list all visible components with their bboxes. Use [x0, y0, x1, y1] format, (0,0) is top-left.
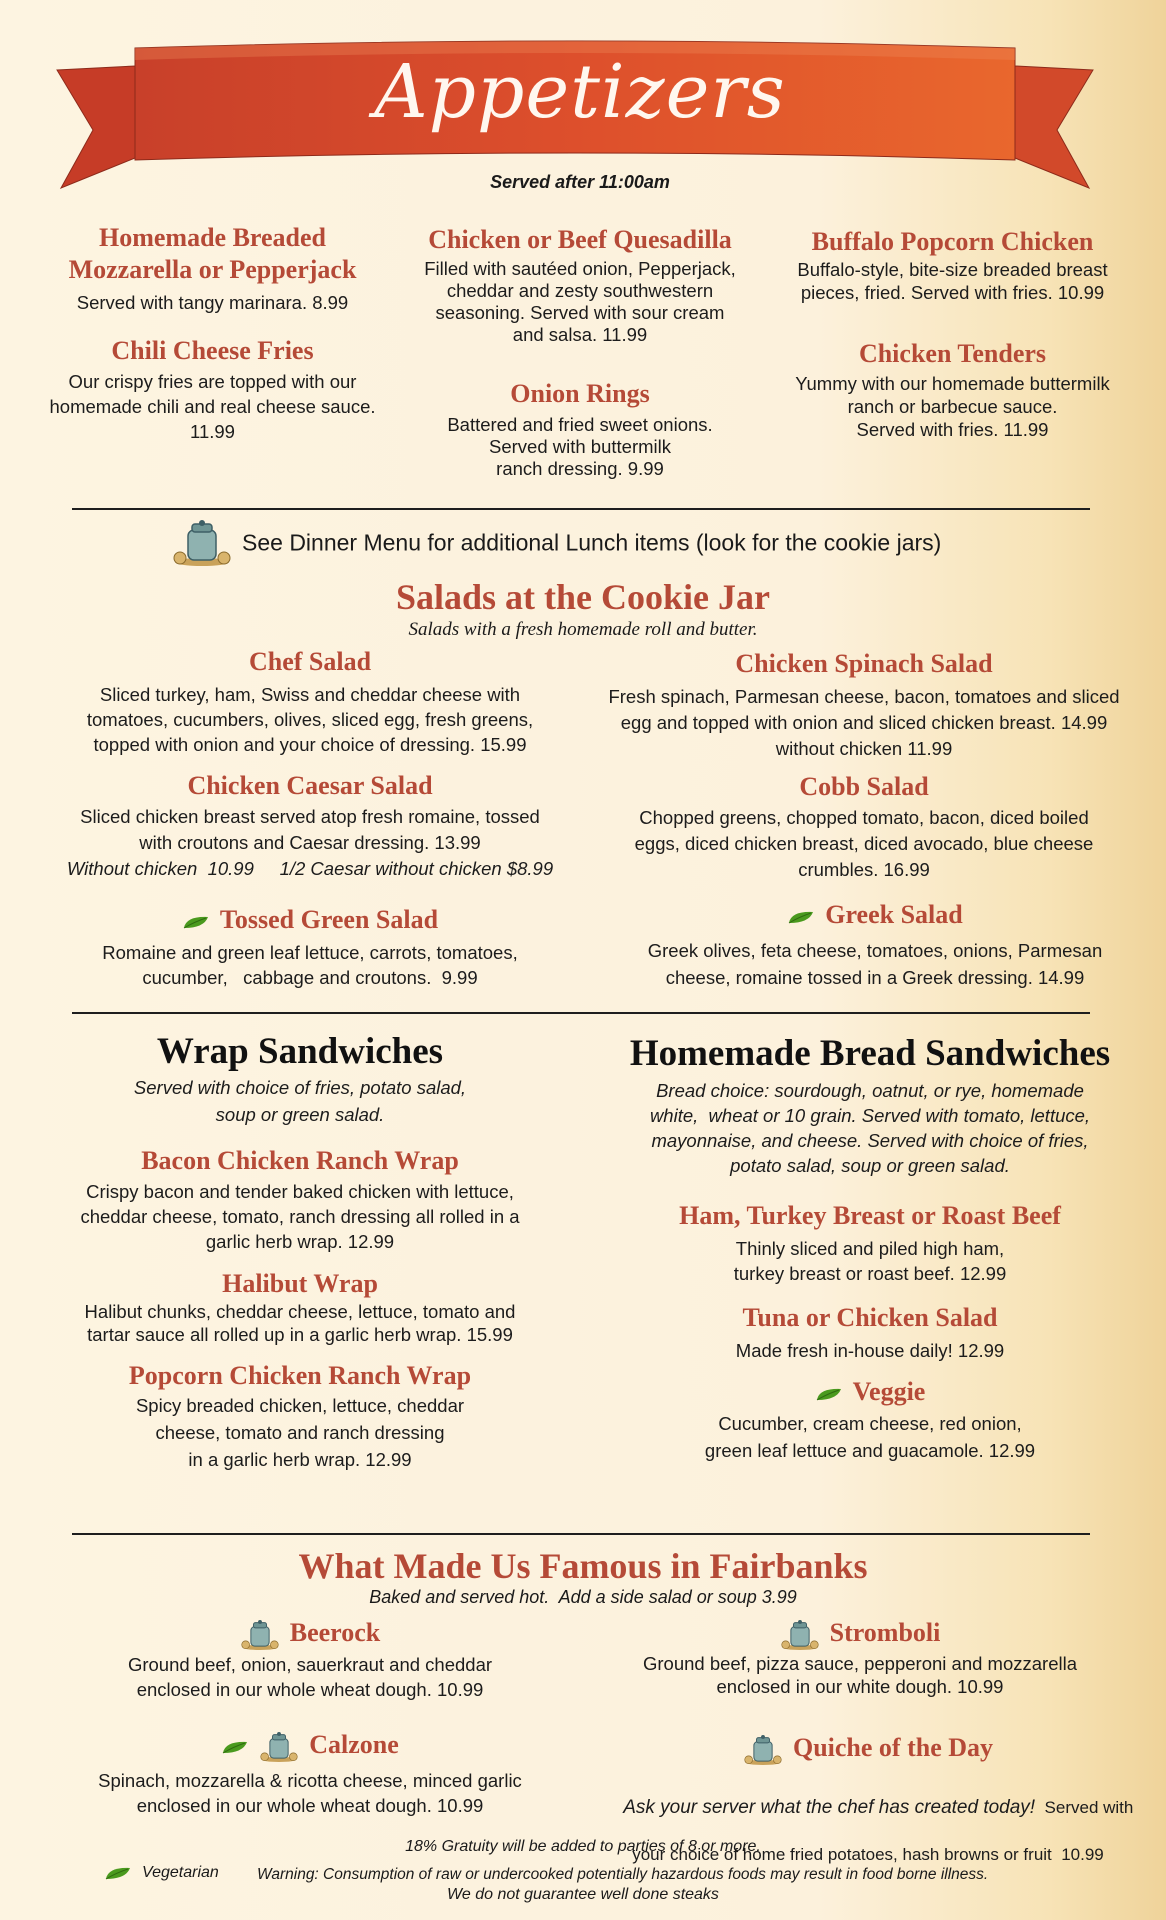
item-title: Mozzarella or Pepperjack	[68, 255, 357, 284]
item-desc: homemade chili and real cheese sauce.	[49, 396, 376, 417]
item-title: Onion Rings	[510, 379, 650, 408]
bread-subtitle: potato salad, soup or green salad.	[730, 1155, 1010, 1176]
item-title: Quiche of the Day	[792, 1733, 994, 1762]
item-title: Beerock	[289, 1618, 381, 1647]
salad-chicken-caesar	[40, 770, 580, 882]
dinner-note	[172, 520, 1052, 568]
bread-subtitle: white, wheat or 10 grain. Served with tomato, lettuce,	[649, 1105, 1091, 1126]
item-title: Tuna or Chicken Salad	[742, 1303, 998, 1332]
item-desc: Romaine and green leaf lettuce, carrots, tomatoes,	[102, 942, 518, 963]
wrap-halibut	[50, 1268, 550, 1346]
divider	[72, 1533, 1090, 1535]
item-desc: your choice of home fried potatoes, hash browns or fruit 10.99	[632, 1845, 1104, 1865]
item-title-row	[600, 1617, 1120, 1650]
vegetarian-leaf-icon	[104, 1865, 132, 1881]
bread-subtitle: Bread choice: sourdough, oatnut, or rye, homemade	[656, 1080, 1084, 1101]
wraps-title: Wrap Sandwiches	[156, 1031, 444, 1072]
famous-calzone	[50, 1729, 570, 1818]
item-title: Ham, Turkey Breast or Roast Beef	[679, 1201, 1061, 1230]
wrap-bacon-chicken	[50, 1145, 550, 1254]
salad-tossed-green	[40, 904, 580, 990]
bread-section	[600, 1032, 1140, 1178]
item-title: Chicken Caesar Salad	[187, 771, 433, 800]
item-desc	[592, 1771, 1144, 1844]
appetizer-buffalo-popcorn	[770, 226, 1135, 304]
banner-title: Appetizers	[374, 49, 786, 135]
item-desc: Filled with sautéed onion, Pepperjack,	[424, 258, 736, 279]
item-desc: Buffalo-style, bite-size breaded breast	[797, 259, 1108, 280]
item-desc: Served with buttermilk	[489, 436, 671, 457]
wraps-subtitle: soup or green salad.	[215, 1104, 385, 1125]
item-desc: Spinach, mozzarella & ricotta cheese, minced garlic	[98, 1770, 522, 1792]
wraps-subtitle: Served with choice of fries, potato salad,	[133, 1077, 467, 1098]
item-desc: in a garlic herb wrap. 12.99	[188, 1449, 412, 1470]
item-title: Tossed Green Salad	[219, 905, 439, 934]
item-desc: cheese, tomato and ranch dressing	[155, 1422, 445, 1443]
vegetarian-label: Vegetarian	[142, 1864, 219, 1881]
bread-title: Homemade Bread Sandwiches	[629, 1033, 1111, 1074]
item-desc: tomatoes, cucumbers, olives, sliced egg, fresh greens,	[86, 709, 534, 730]
item-title: Halibut Wrap	[222, 1269, 378, 1298]
item-title: Chili Cheese Fries	[111, 336, 314, 365]
salads-subtitle: Salads with a fresh homemade roll and butter.	[408, 619, 758, 640]
served-time: Served after 11:00am	[490, 172, 670, 192]
item-title: Homemade Breaded	[99, 223, 326, 252]
item-desc: pieces, fried. Served with fries. 10.99	[800, 282, 1105, 303]
item-desc-italic: Ask your server what the chef has created today!	[623, 1797, 1036, 1819]
bread-veggie	[600, 1376, 1140, 1464]
item-desc: Greek olives, feta cheese, tomatoes, onions, Parmesan	[647, 940, 1103, 961]
item-title: Calzone	[309, 1730, 399, 1759]
item-desc: without chicken 11.99	[775, 738, 953, 759]
famous-title: What Made Us Famous in Fairbanks	[298, 1546, 868, 1586]
item-desc: Ground beef, onion, sauerkraut and cheddar	[127, 1654, 493, 1676]
item-title: Veggie	[852, 1377, 926, 1406]
item-title-row	[40, 904, 580, 936]
divider	[72, 508, 1090, 510]
cookie-jar-icon	[259, 1732, 299, 1762]
item-desc: Chopped greens, chopped tomato, bacon, diced boiled	[639, 807, 1089, 828]
famous-beerock	[50, 1617, 570, 1702]
item-note: Without chicken 10.99 1/2 Caesar without chicken $8.99	[66, 858, 554, 879]
vegetarian-legend	[104, 1864, 219, 1886]
item-desc: ranch or barbecue sauce.	[847, 396, 1058, 417]
item-desc: Battered and fried sweet onions.	[447, 414, 713, 435]
gratuity-note: 18% Gratuity will be added to parties of 8 or more.	[405, 1838, 761, 1855]
item-desc: garlic herb wrap. 12.99	[205, 1231, 395, 1252]
item-desc: cheese, romaine tossed in a Greek dressing. 14.99	[665, 967, 1085, 988]
steaks-note: We do not guarantee well done steaks	[447, 1886, 719, 1903]
item-desc: with croutons and Caesar dressing. 13.99	[139, 832, 481, 853]
item-title: Buffalo Popcorn Chicken	[811, 227, 1094, 256]
item-desc: Made fresh in-house daily! 12.99	[735, 1340, 1005, 1361]
vegetarian-leaf-icon	[182, 914, 210, 930]
item-desc: crumbles. 16.99	[798, 859, 930, 880]
item-title: Bacon Chicken Ranch Wrap	[141, 1146, 459, 1175]
item-desc: cheddar and zesty southwestern	[446, 280, 714, 301]
divider	[72, 1012, 1090, 1014]
item-desc: 11.99	[190, 421, 235, 442]
item-title-row	[600, 1376, 1140, 1408]
bread-ham-turkey	[600, 1200, 1140, 1286]
item-desc: Served with fries. 11.99	[856, 419, 1049, 440]
appetizer-mozzarella	[30, 222, 395, 315]
dinner-note-text: See Dinner Menu for additional Lunch items (look for the cookie jars)	[242, 529, 942, 556]
item-desc: Sliced chicken breast served atop fresh romaine, tossed	[80, 806, 540, 827]
vegetarian-leaf-icon	[787, 909, 815, 925]
cookie-jar-icon	[240, 1620, 280, 1650]
item-desc: topped with onion and your choice of dressing. 15.99	[93, 734, 527, 755]
item-desc: turkey breast or roast beef. 12.99	[733, 1263, 1007, 1284]
item-title: Greek Salad	[825, 900, 963, 929]
item-desc: and salsa. 11.99	[512, 324, 648, 345]
vegetarian-leaf-icon	[815, 1386, 843, 1402]
wraps-section	[50, 1030, 550, 1128]
item-title-row	[50, 1729, 570, 1762]
appetizer-chicken-tenders	[770, 338, 1135, 441]
item-title-row	[600, 899, 1150, 931]
item-title: Popcorn Chicken Ranch Wrap	[128, 1361, 472, 1390]
food-warning: Warning: Consumption of raw or undercooked potentially hazardous foods may result in food borne illness.	[257, 1866, 989, 1883]
appetizer-onion-rings	[400, 378, 760, 480]
famous-stromboli	[600, 1617, 1120, 1698]
bread-tuna-chicken	[600, 1302, 1140, 1363]
cookie-jar-icon	[743, 1735, 783, 1765]
item-desc: Our crispy fries are topped with our	[68, 371, 357, 392]
item-desc: enclosed in our whole wheat dough. 10.99	[136, 1679, 484, 1701]
item-desc: cheddar cheese, tomato, ranch dressing all rolled in a	[80, 1206, 520, 1227]
item-desc: Served with tangy marinara. 8.99	[76, 292, 349, 313]
item-desc: enclosed in our whole wheat dough. 10.99	[136, 1795, 484, 1817]
item-desc: enclosed in our white dough. 10.99	[716, 1676, 1004, 1698]
salad-chef	[40, 646, 580, 757]
item-title: Stromboli	[829, 1618, 941, 1647]
famous-subtitle: Baked and served hot. Add a side salad or soup 3.99	[369, 1587, 797, 1607]
item-title: Chicken or Beef Quesadilla	[428, 225, 732, 254]
cookie-jar-icon	[780, 1620, 820, 1650]
item-desc: tartar sauce all rolled up in a garlic herb wrap. 15.99	[87, 1324, 513, 1345]
item-desc: Spicy breaded chicken, lettuce, cheddar	[135, 1395, 465, 1416]
salad-chicken-spinach	[588, 648, 1140, 762]
appetizer-chili-fries	[30, 335, 395, 444]
item-desc: eggs, diced chicken breast, diced avocado, blue cheese	[634, 833, 1094, 854]
salad-greek	[600, 899, 1150, 991]
item-desc: Halibut chunks, cheddar cheese, lettuce, tomato and	[84, 1301, 516, 1322]
item-title: Cobb Salad	[799, 772, 929, 801]
item-desc: Fresh spinach, Parmesan cheese, bacon, tomatoes and sliced	[608, 686, 1120, 707]
item-desc: Thinly sliced and piled high ham,	[735, 1238, 1005, 1259]
wrap-popcorn-chicken	[50, 1360, 550, 1473]
item-desc: ranch dressing. 9.99	[496, 458, 664, 479]
item-title: Chicken Tenders	[858, 339, 1047, 368]
item-desc: egg and topped with onion and sliced chicken breast. 14.99	[620, 712, 1108, 733]
item-title: Chicken Spinach Salad	[735, 649, 993, 678]
vegetarian-leaf-icon	[221, 1739, 249, 1755]
item-title: Chef Salad	[248, 647, 372, 676]
item-desc: Ground beef, pizza sauce, pepperoni and mozzarella	[643, 1653, 1077, 1675]
item-desc-rest: Served with	[1035, 1798, 1134, 1818]
item-title-row	[592, 1732, 1144, 1765]
salad-cobb	[588, 771, 1140, 883]
item-desc: Cucumber, cream cheese, red onion,	[718, 1413, 1022, 1434]
item-desc: green leaf lettuce and guacamole. 12.99	[704, 1440, 1036, 1461]
item-desc: cucumber, cabbage and croutons. 9.99	[142, 967, 478, 988]
item-desc: Yummy with our homemade buttermilk	[795, 373, 1110, 394]
item-desc: Crispy bacon and tender baked chicken with lettuce,	[86, 1181, 514, 1202]
item-desc: Sliced turkey, ham, Swiss and cheddar cheese with	[99, 684, 521, 705]
item-title-row	[50, 1617, 570, 1650]
salads-title: Salads at the Cookie Jar	[395, 577, 770, 617]
item-desc: seasoning. Served with sour cream	[435, 302, 725, 323]
cookie-jar-icon	[172, 520, 232, 566]
appetizer-quesadilla	[400, 224, 760, 346]
bread-subtitle: mayonnaise, and cheese. Served with choice of fries,	[651, 1130, 1089, 1151]
